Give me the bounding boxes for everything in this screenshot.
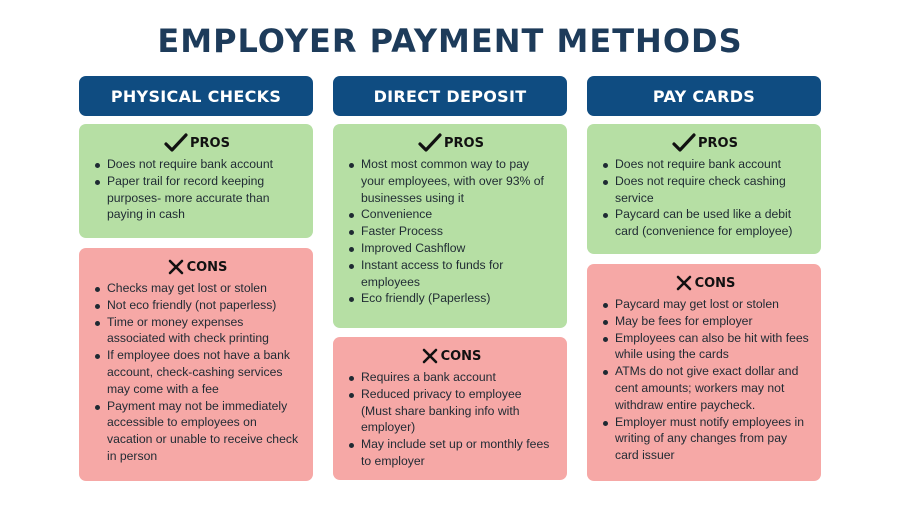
pros-heading <box>93 132 301 154</box>
list-item: If employee does not have a bank account, check-cashing services may come with a fee <box>93 347 301 397</box>
list-item: Does not require bank account <box>601 156 809 173</box>
pros-heading <box>347 132 555 154</box>
list-item: Does not require check cashing service <box>601 173 809 207</box>
checkmark-icon <box>672 133 696 153</box>
pros-list <box>347 156 555 307</box>
list-item: May include set up or monthly fees to employer <box>347 436 555 470</box>
list-item: Paycard may get lost or stolen <box>601 296 809 313</box>
list-item: Does not require bank account <box>93 156 301 173</box>
cons-box <box>79 248 313 481</box>
column-header: PHYSICAL CHECKS <box>79 76 313 116</box>
cons-heading <box>347 345 555 367</box>
pros-label: PROS <box>190 135 230 151</box>
list-item: Employees can also be hit with fees while using the cards <box>601 330 809 364</box>
list-item: Reduced privacy to employee (Must share banking info with employer) <box>347 386 555 436</box>
cons-label: CONS <box>186 259 228 275</box>
list-item: Convenience <box>347 206 555 223</box>
x-mark-icon <box>421 347 439 365</box>
list-item: Instant access to funds for employees <box>347 257 555 291</box>
list-item: ATMs do not give exact dollar and cent amounts; workers may not withdraw entire paycheck. <box>601 363 809 413</box>
column-physical-checks <box>79 76 313 463</box>
column-header: DIRECT DEPOSIT <box>333 76 567 116</box>
list-item: Payment may not be immediately accessible to employees on vacation or unable to receive check in person <box>93 398 301 465</box>
list-item: Paycard can be used like a debit card (convenience for employee) <box>601 206 809 240</box>
cons-list <box>93 280 301 465</box>
list-item: Improved Cashflow <box>347 240 555 257</box>
column-direct-deposit <box>333 76 567 468</box>
list-item: Time or money expenses associated with check printing <box>93 314 301 348</box>
pros-box <box>79 124 313 238</box>
list-item: Employer must notify employees in writing of any changes from pay card issuer <box>601 414 809 464</box>
x-mark-icon <box>675 274 693 292</box>
pros-list <box>601 156 809 240</box>
cons-list <box>601 296 809 464</box>
pros-box <box>587 124 821 254</box>
column-header: PAY CARDS <box>587 76 821 116</box>
x-mark-icon <box>167 258 185 276</box>
pros-label: PROS <box>444 135 484 151</box>
cons-box <box>333 337 567 480</box>
list-item: Paper trail for record keeping purposes- more accurate than paying in cash <box>93 173 301 223</box>
pros-box <box>333 124 567 328</box>
cons-box <box>587 264 821 481</box>
checkmark-icon <box>164 133 188 153</box>
cons-heading <box>93 256 301 278</box>
list-item: Checks may get lost or stolen <box>93 280 301 297</box>
pros-label: PROS <box>698 135 738 151</box>
list-item: Faster Process <box>347 223 555 240</box>
list-item: Eco friendly (Paperless) <box>347 290 555 307</box>
cons-label: CONS <box>694 275 736 291</box>
list-item: Requires a bank account <box>347 369 555 386</box>
column-pay-cards <box>587 76 821 463</box>
list-item: May be fees for employer <box>601 313 809 330</box>
pros-heading <box>601 132 809 154</box>
list-item: Most most common way to pay your employees, with over 93% of businesses using it <box>347 156 555 206</box>
checkmark-icon <box>418 133 442 153</box>
cons-list <box>347 369 555 470</box>
list-item: Not eco friendly (not paperless) <box>93 297 301 314</box>
pros-list <box>93 156 301 223</box>
cons-label: CONS <box>440 348 482 364</box>
cons-heading <box>601 272 809 294</box>
page-title: EMPLOYER PAYMENT METHODS <box>157 22 743 60</box>
